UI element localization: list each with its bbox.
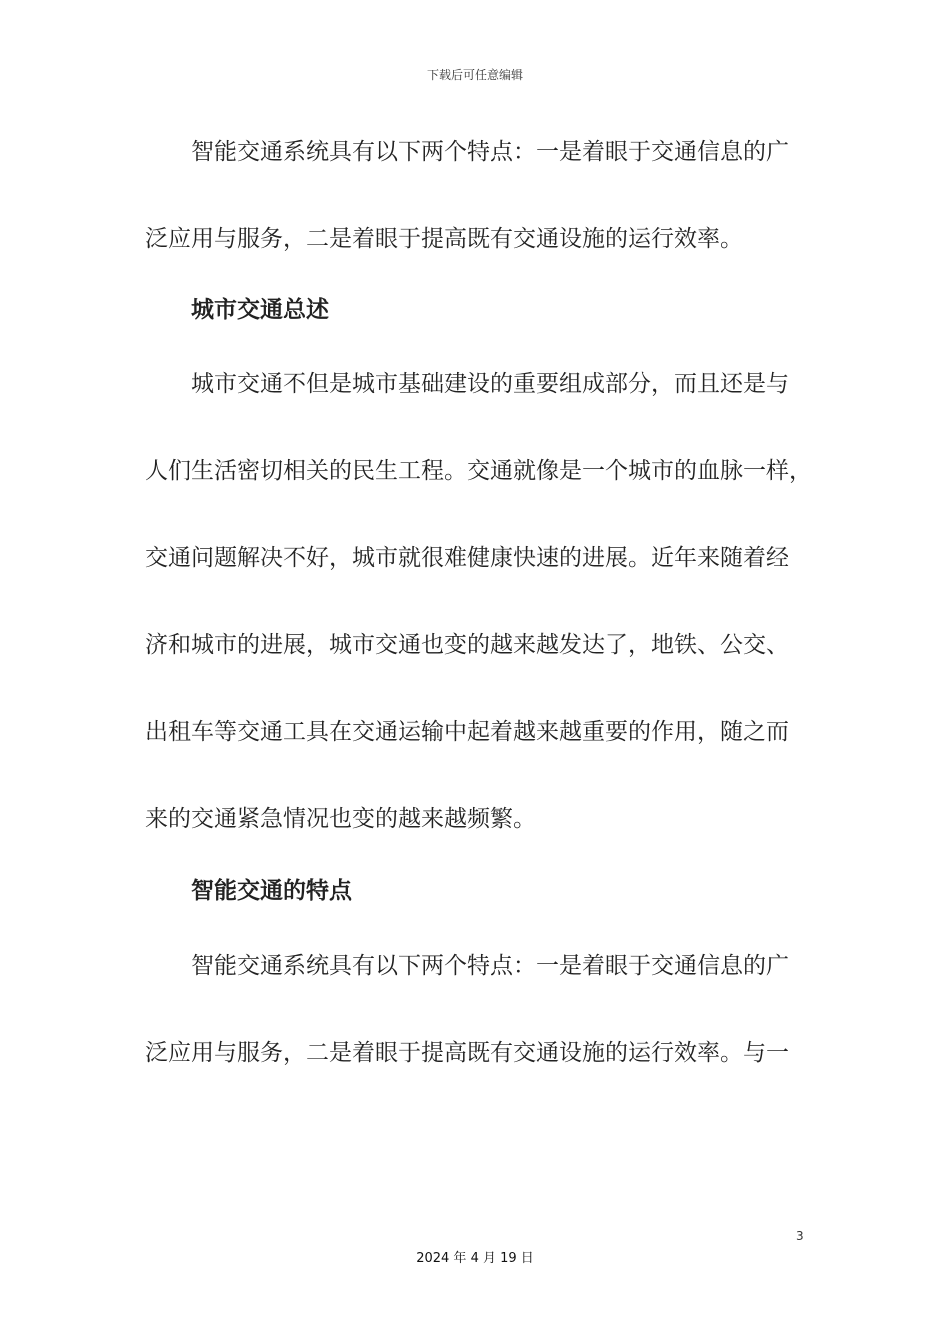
paragraph-1-line-1: 智能交通系统具有以下两个特点：一是着眼于交通信息的广 (191, 139, 789, 165)
footer-date: 2024 年 4 月 19 日 (416, 1251, 534, 1266)
paragraph-3-line-2: 泛应用与服务，二是着眼于提高既有交通设施的运行效率。与一 (145, 1040, 789, 1066)
paragraph-2-line-2: 人们生活密切相关的民生工程。交通就像是一个城市的血脉一样， (145, 458, 812, 484)
page-number: 3 (796, 1229, 804, 1243)
paragraph-1-line-2: 泛应用与服务，二是着眼于提高既有交通设施的运行效率。 (145, 226, 743, 252)
page-header: 下载后可任意编辑 (426, 68, 523, 82)
paragraph-2-line-1: 城市交通不但是城市基础建设的重要组成部分，而且还是与 (191, 371, 789, 397)
paragraph-2-line-6: 来的交通紧急情况也变的越来越频繁。 (145, 806, 536, 832)
paragraph-2-line-5: 出租车等交通工具在交通运输中起着越来越重要的作用，随之而 (145, 719, 789, 745)
paragraph-2-line-3: 交通问题解决不好，城市就很难健康快速的进展。近年来随着经 (145, 545, 789, 571)
paragraph-3-line-1: 智能交通系统具有以下两个特点：一是着眼于交通信息的广 (191, 953, 789, 979)
section-heading-smart-traffic-features: 智能交通的特点 (191, 878, 352, 904)
section-heading-urban-traffic: 城市交通总述 (191, 297, 329, 323)
paragraph-2-line-4: 济和城市的进展，城市交通也变的越来越发达了，地铁、公交、 (145, 632, 789, 658)
